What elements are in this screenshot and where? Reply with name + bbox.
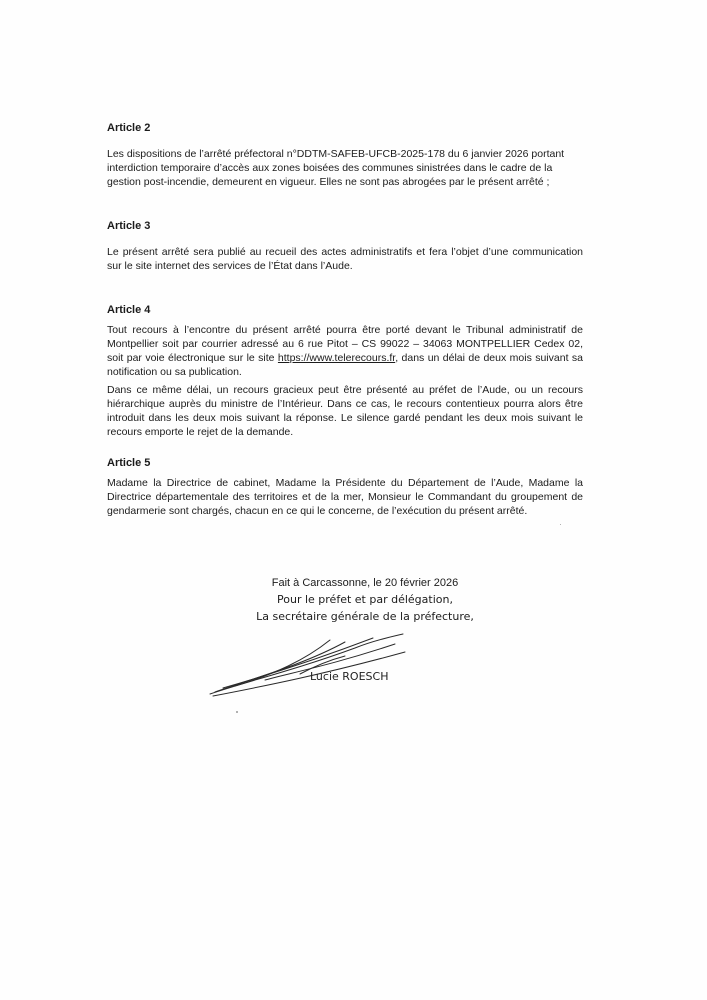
article-2 (107, 121, 583, 189)
article-3-heading: Article 3 (107, 220, 151, 232)
handwritten-signature (205, 630, 415, 700)
article-4-text-before-link: Tout recours à l’encontre du présent arrêté pourra être porté devant le Tribunal administratif de Montpellier soit par courrier adressé au 6 rue Pitot – CS 99022 – 34063 MONTPELLIER Cedex 02, soit par voie électronique sur le site (107, 324, 583, 364)
role-line: La secrétaire générale de la préfecture, (256, 610, 474, 623)
article-2-heading: Article 2 (107, 122, 151, 134)
article-3-text: Le présent arrêté sera publié au recueil des actes administratifs et fera l’objet d’une communication sur le site internet des services de l’État dans l’Aude. (107, 246, 583, 272)
signer-name: Lucie ROESCH (310, 670, 389, 683)
scan-speck (560, 524, 561, 525)
article-4 (107, 303, 583, 439)
telerecours-link[interactable]: https://www.telerecours.fr (277, 352, 396, 364)
place-date: Fait à Carcassonne, le 20 février 2026 (271, 577, 459, 589)
article-5 (107, 456, 583, 518)
article-4-heading: Article 4 (107, 304, 151, 316)
signature-block (225, 575, 505, 625)
article-4-paragraph-1 (107, 323, 583, 379)
article-3 (107, 219, 583, 273)
scan-speck (236, 711, 238, 713)
article-4-paragraph-2: Dans ce même délai, un recours gracieux peut être présenté au préfet de l’Aude, ou un recours hiérarchique auprès du ministre de l’Intérieur. Dans ce cas, le recours contentieux pourra alors être introduit dans les deux mois suivant la réponse. Le silence gardé pendant les deux mois suivant le recours emporte le rejet de la demande. (107, 384, 583, 438)
delegation-line: Pour le préfet et par délégation, (277, 593, 453, 606)
article-4-text-after-link: , dans un délai de deux mois suivant sa notification ou sa publication. (107, 352, 583, 378)
article-2-text: Les dispositions de l’arrêté préfectoral n°DDTM-SAFEB-UFCB-2025-178 du 6 janvier 2026 portant interdiction temporaire d’accès aux zones boisées des communes sinistrées dans le cadre de la gestion post-incendie, demeurent en vigueur. Elles ne sont pas abrogées par le présent arrêté ; (107, 148, 565, 188)
article-5-heading: Article 5 (107, 457, 151, 469)
article-5-text: Madame la Directrice de cabinet, Madame la Présidente du Département de l’Aude, Madame la Directrice départementale des territoires et de la mer, Monsieur le Commandant du groupement de gendarmerie sont chargés, chacun en ce qui le concerne, de l’exécution du présent arrêté. (107, 477, 583, 517)
